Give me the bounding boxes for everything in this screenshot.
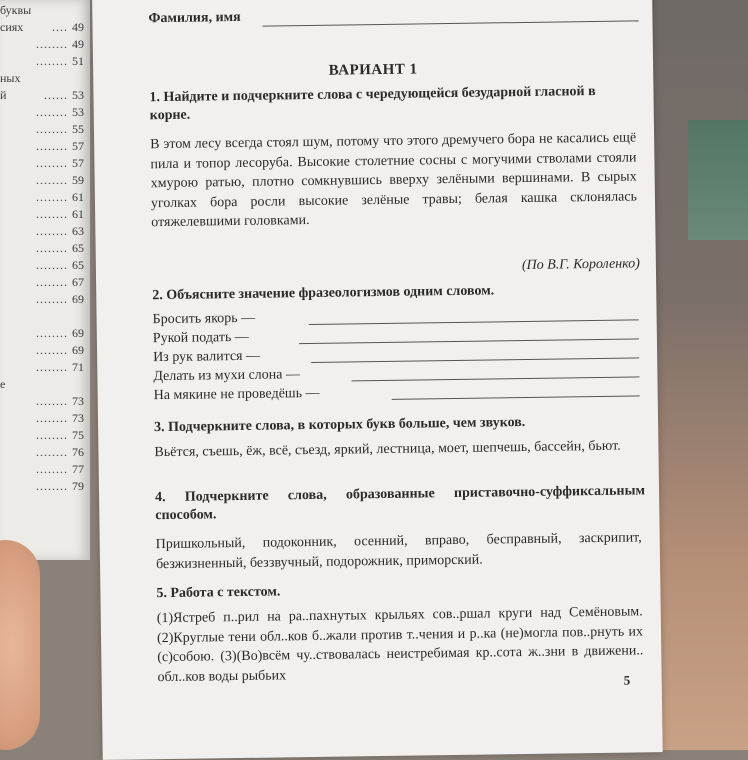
phraseology-text: Рукой подать — xyxy=(153,329,253,348)
toc-line xyxy=(0,359,90,375)
toc-fragment: ных xyxy=(0,71,21,85)
toc-line xyxy=(0,461,90,477)
toc-line xyxy=(0,308,90,324)
toc-page-number: 59 xyxy=(72,173,84,187)
toc-dots: ........ xyxy=(36,258,68,272)
toc-line xyxy=(0,444,90,460)
toc-page-number: 53 xyxy=(72,105,84,119)
toc-line xyxy=(0,393,90,409)
toc-line xyxy=(0,104,90,120)
toc-page-number: 65 xyxy=(72,241,84,255)
toc-page-number: 57 xyxy=(72,156,84,170)
toc-page-number: 51 xyxy=(72,54,84,68)
toc-line xyxy=(0,206,90,222)
task4-text: Пришкольный, подоконник, осенний, вправо, бесправный, заскрипит, безжизненный, беззвучный, подорожник, приморский. xyxy=(155,530,642,572)
toc-line xyxy=(0,410,90,426)
name-label: Фамилия, имя xyxy=(148,9,241,27)
toc-dots: ........ xyxy=(36,207,68,221)
toc-dots: ...... xyxy=(44,88,68,102)
phraseology-text: Бросить якорь — xyxy=(152,310,259,329)
toc-page-number: 73 xyxy=(72,394,84,408)
toc-dots: .... xyxy=(52,20,68,34)
toc-page-number: 79 xyxy=(72,479,84,493)
toc-dots: ........ xyxy=(36,122,68,136)
toc-dots: ........ xyxy=(36,37,68,51)
toc-page-number: 55 xyxy=(72,122,84,136)
toc-dots: ........ xyxy=(36,343,68,357)
toc-dots: ........ xyxy=(36,190,68,204)
toc-page-number: 67 xyxy=(72,275,84,289)
toc-dots: ........ xyxy=(36,156,68,170)
toc-page-number: 63 xyxy=(72,224,84,238)
answer-line[interactable] xyxy=(392,395,640,399)
toc-line xyxy=(0,121,90,137)
toc-dots: ........ xyxy=(36,292,68,306)
toc-line xyxy=(0,19,90,35)
toc-dots: ........ xyxy=(36,173,68,187)
toc-line xyxy=(0,342,90,358)
toc-dots: ........ xyxy=(36,54,68,68)
toc-line xyxy=(0,155,90,171)
task1-author: (По В.Г. Короленко) xyxy=(521,256,640,274)
toc-fragment: е xyxy=(0,377,6,391)
toc-line xyxy=(0,70,90,86)
toc-page-number: 71 xyxy=(72,360,84,374)
toc-dots: ........ xyxy=(36,241,68,255)
toc-line xyxy=(0,240,90,256)
task1-title: 1. Найдите и подчеркните слова с чередующейся безударной гласной в корне. xyxy=(149,83,596,124)
toc-dots: ........ xyxy=(36,479,68,493)
task5-title: 5. Работа с текстом. xyxy=(156,584,281,602)
task4-title: 4. Подчеркните слова, образованные приставочно-суффиксальным способом. xyxy=(154,483,646,524)
toc-page-number: 49 xyxy=(72,37,84,51)
toc-line xyxy=(0,325,90,341)
toc-dots: ........ xyxy=(36,394,68,408)
toc-dots: ........ xyxy=(36,224,68,238)
toc-dots: ........ xyxy=(36,462,68,476)
toc-line xyxy=(0,36,90,52)
toc-line xyxy=(0,138,90,154)
left-page-toc xyxy=(0,0,90,560)
toc-page-number: 69 xyxy=(72,292,84,306)
task1-text: В этом лесу всегда стоял шум, потому что этого дремучего бора не касались ещё пила и топор лесоруба. Высокие столетние сосны с могучими стволами стояли хмурою ратью, плотно сомкнувшись вверху зелёными вершинами. В сырых уголках бора росли высокие зелёные травы; белая кашка склонялась отяжелевшими головками. xyxy=(150,130,638,231)
toc-page-number: 69 xyxy=(72,343,84,357)
toc-page-number: 65 xyxy=(72,258,84,272)
toc-page-number: 57 xyxy=(72,139,84,153)
toc-page-number: 61 xyxy=(72,207,84,221)
toc-page-number: 49 xyxy=(72,20,84,34)
toc-page-number: 61 xyxy=(72,190,84,204)
toc-dots: ........ xyxy=(36,360,68,374)
finger xyxy=(0,540,40,750)
toc-line xyxy=(0,223,90,239)
toc-fragment: сиях xyxy=(0,20,24,34)
toc-line xyxy=(0,53,90,69)
toc-dots: ........ xyxy=(36,139,68,153)
toc-line xyxy=(0,172,90,188)
phraseology-text: Делать из мухи слона — xyxy=(153,366,304,386)
toc-dots: ........ xyxy=(36,105,68,119)
toc-page-number: 69 xyxy=(72,326,84,340)
background-green-cloth xyxy=(688,120,748,240)
toc-line xyxy=(0,427,90,443)
toc-page-number: 53 xyxy=(72,88,84,102)
page-number: 5 xyxy=(623,672,631,688)
workbook-page xyxy=(92,0,663,760)
toc-line xyxy=(0,478,90,494)
toc-dots: ........ xyxy=(36,275,68,289)
toc-page-number: 76 xyxy=(72,445,84,459)
toc-dots: ........ xyxy=(36,326,68,340)
task5-text: (1)Ястреб п..рил на ра..пахнутых крыльях сов..ршал круги над Семёновым. (2)Круглые тени обл..ков б..жали против т..чения и р..ка (не)могла пов..рнуть их (с)собою. (3)(Во)всём чу..ствовалась неистребимая кр..сота ж..зни в движени.. обл..ков воды рыбьих xyxy=(156,604,644,685)
toc-page-number: 77 xyxy=(72,462,84,476)
toc-fragment: й xyxy=(0,88,7,102)
toc-fragment: буквы xyxy=(0,3,32,17)
toc-line xyxy=(0,87,90,103)
toc-page-number: 75 xyxy=(72,428,84,442)
toc-dots: ........ xyxy=(36,428,68,442)
toc-line xyxy=(0,2,90,18)
toc-line xyxy=(0,257,90,273)
toc-dots: ........ xyxy=(36,445,68,459)
task2-title: 2. Объясните значение фразеологизмов одним словом. xyxy=(152,283,495,304)
task3-text: Вьётся, съешь, ёж, всё, съезд, яркий, лестница, моет, шепчешь, бассейн, бьют. xyxy=(154,438,621,461)
phraseology-text: Из рук валится — xyxy=(153,348,264,368)
toc-dots: ........ xyxy=(36,411,68,425)
toc-line xyxy=(0,291,90,307)
name-field-line[interactable] xyxy=(263,20,639,26)
task3-title: 3. Подчеркните слова, в которых букв больше, чем звуков. xyxy=(154,414,526,436)
variant-title: ВАРИАНТ 1 xyxy=(328,61,418,79)
toc-page-number: 73 xyxy=(72,411,84,425)
toc-line xyxy=(0,189,90,205)
phraseology-text: На мякине не проведёшь — xyxy=(154,385,324,405)
toc-line xyxy=(0,274,90,290)
toc-line xyxy=(0,376,90,392)
